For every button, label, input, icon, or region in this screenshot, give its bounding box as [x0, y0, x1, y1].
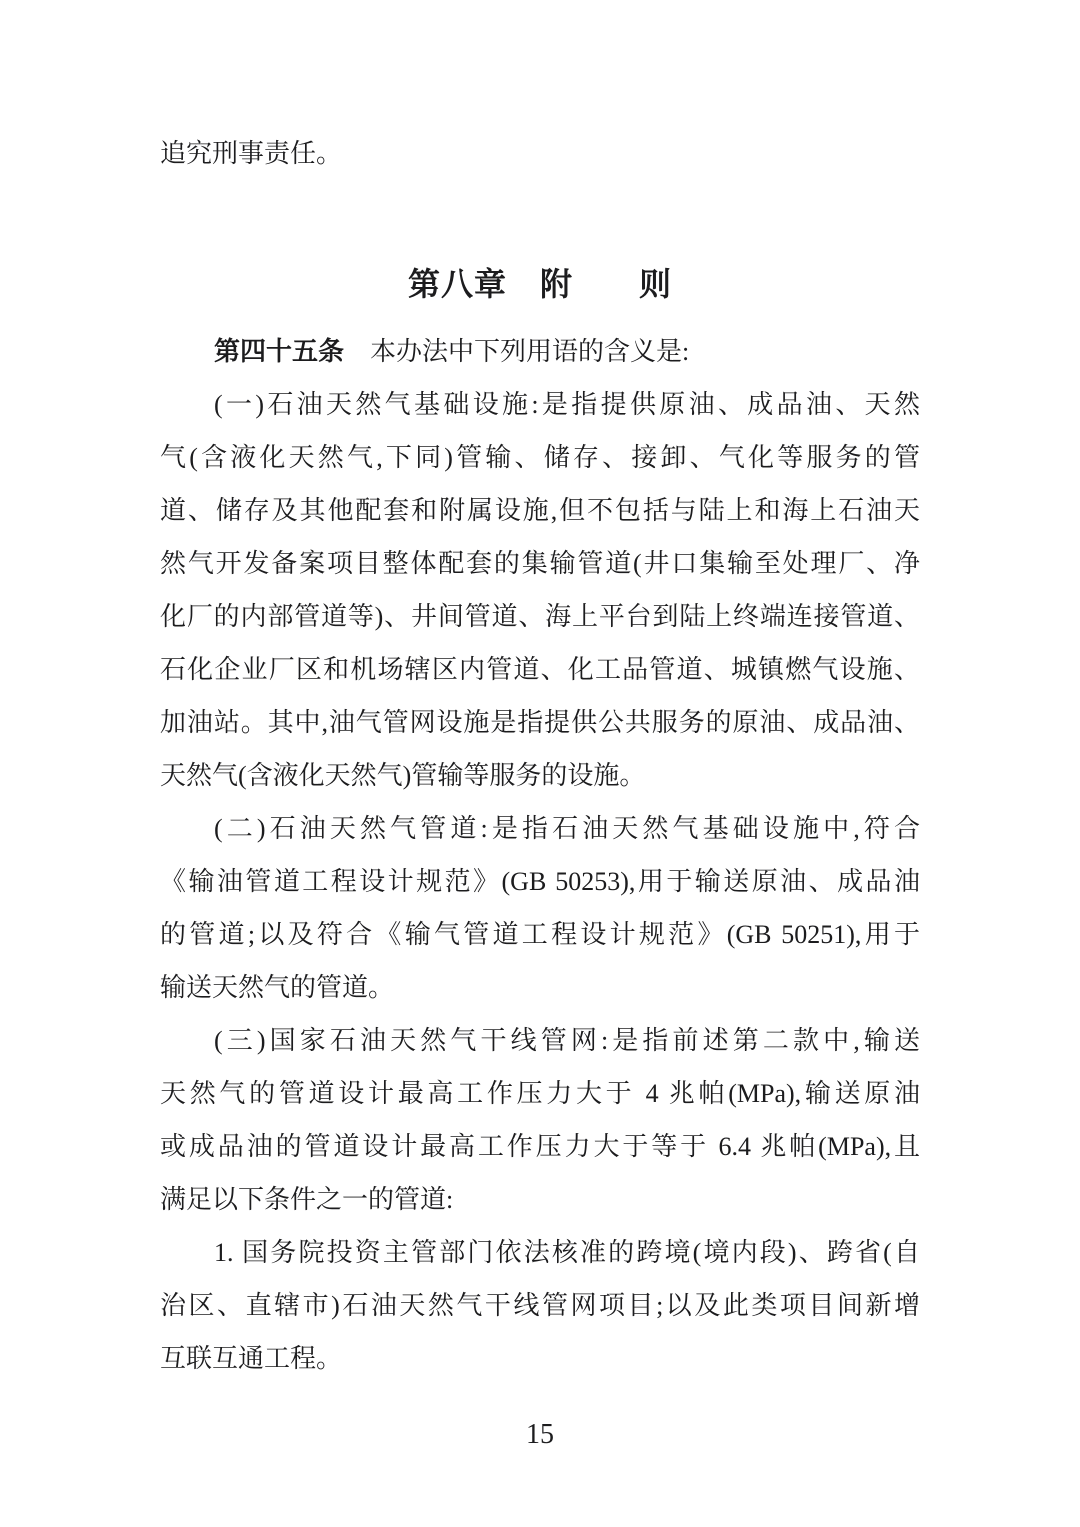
text-line: 的管道;以及符合《输气管道工程设计规范》(GB 50251),用于: [160, 920, 920, 949]
text-line: (一)石油天然气基础设施:是指提供原油、成品油、天然: [214, 390, 920, 419]
chapter-heading: 第八章 附 则: [407, 266, 672, 302]
text-line: 天然气的管道设计最高工作压力大于 4 兆帕(MPa),输送原油: [160, 1079, 920, 1108]
text-line: 输送天然气的管道。: [160, 973, 395, 1002]
text-line: 然气开发备案项目整体配套的集输管道(井口集输至处理厂、净: [160, 549, 920, 578]
text-line: (二)石油天然气管道:是指石油天然气基础设施中,符合: [214, 814, 920, 843]
text-line: 或成品油的管道设计最高工作压力大于等于 6.4 兆帕(MPa),且: [160, 1132, 920, 1161]
text-line: 满足以下条件之一的管道:: [160, 1185, 454, 1214]
continuation-line: 追究刑事责任。: [160, 139, 343, 168]
text-line: 互联互通工程。: [160, 1344, 343, 1373]
text-line: 道、储存及其他配套和附属设施,但不包括与陆上和海上石油天: [160, 496, 920, 525]
article-number-label: 第四十五条: [214, 337, 345, 366]
text-line: 气(含液化天然气,下同)管输、储存、接卸、气化等服务的管: [160, 443, 920, 472]
text-line: 加油站。其中,油气管网设施是指提供公共服务的原油、成品油、: [160, 708, 920, 737]
text-line: 第四十五条 本办法中下列用语的含义是:: [214, 337, 690, 366]
text-line: 《输油管道工程设计规范》(GB 50253),用于输送原油、成品油: [160, 867, 920, 896]
page-number: 15: [526, 1419, 554, 1450]
text-line: 天然气(含液化天然气)管输等服务的设施。: [160, 761, 646, 790]
text-line: 化厂的内部管道等)、井间管道、海上平台到陆上终端连接管道、: [160, 602, 920, 631]
text-line: 石化企业厂区和机场辖区内管道、化工品管道、城镇燃气设施、: [160, 655, 920, 684]
article-body: [160, 325, 920, 1385]
text-line: (三)国家石油天然气干线管网:是指前述第二款中,输送: [214, 1026, 920, 1055]
text-line: 1. 国务院投资主管部门依法核准的跨境(境内段)、跨省(自: [214, 1238, 920, 1267]
text-line: 治区、直辖市)石油天然气干线管网项目;以及此类项目间新增: [160, 1291, 920, 1320]
